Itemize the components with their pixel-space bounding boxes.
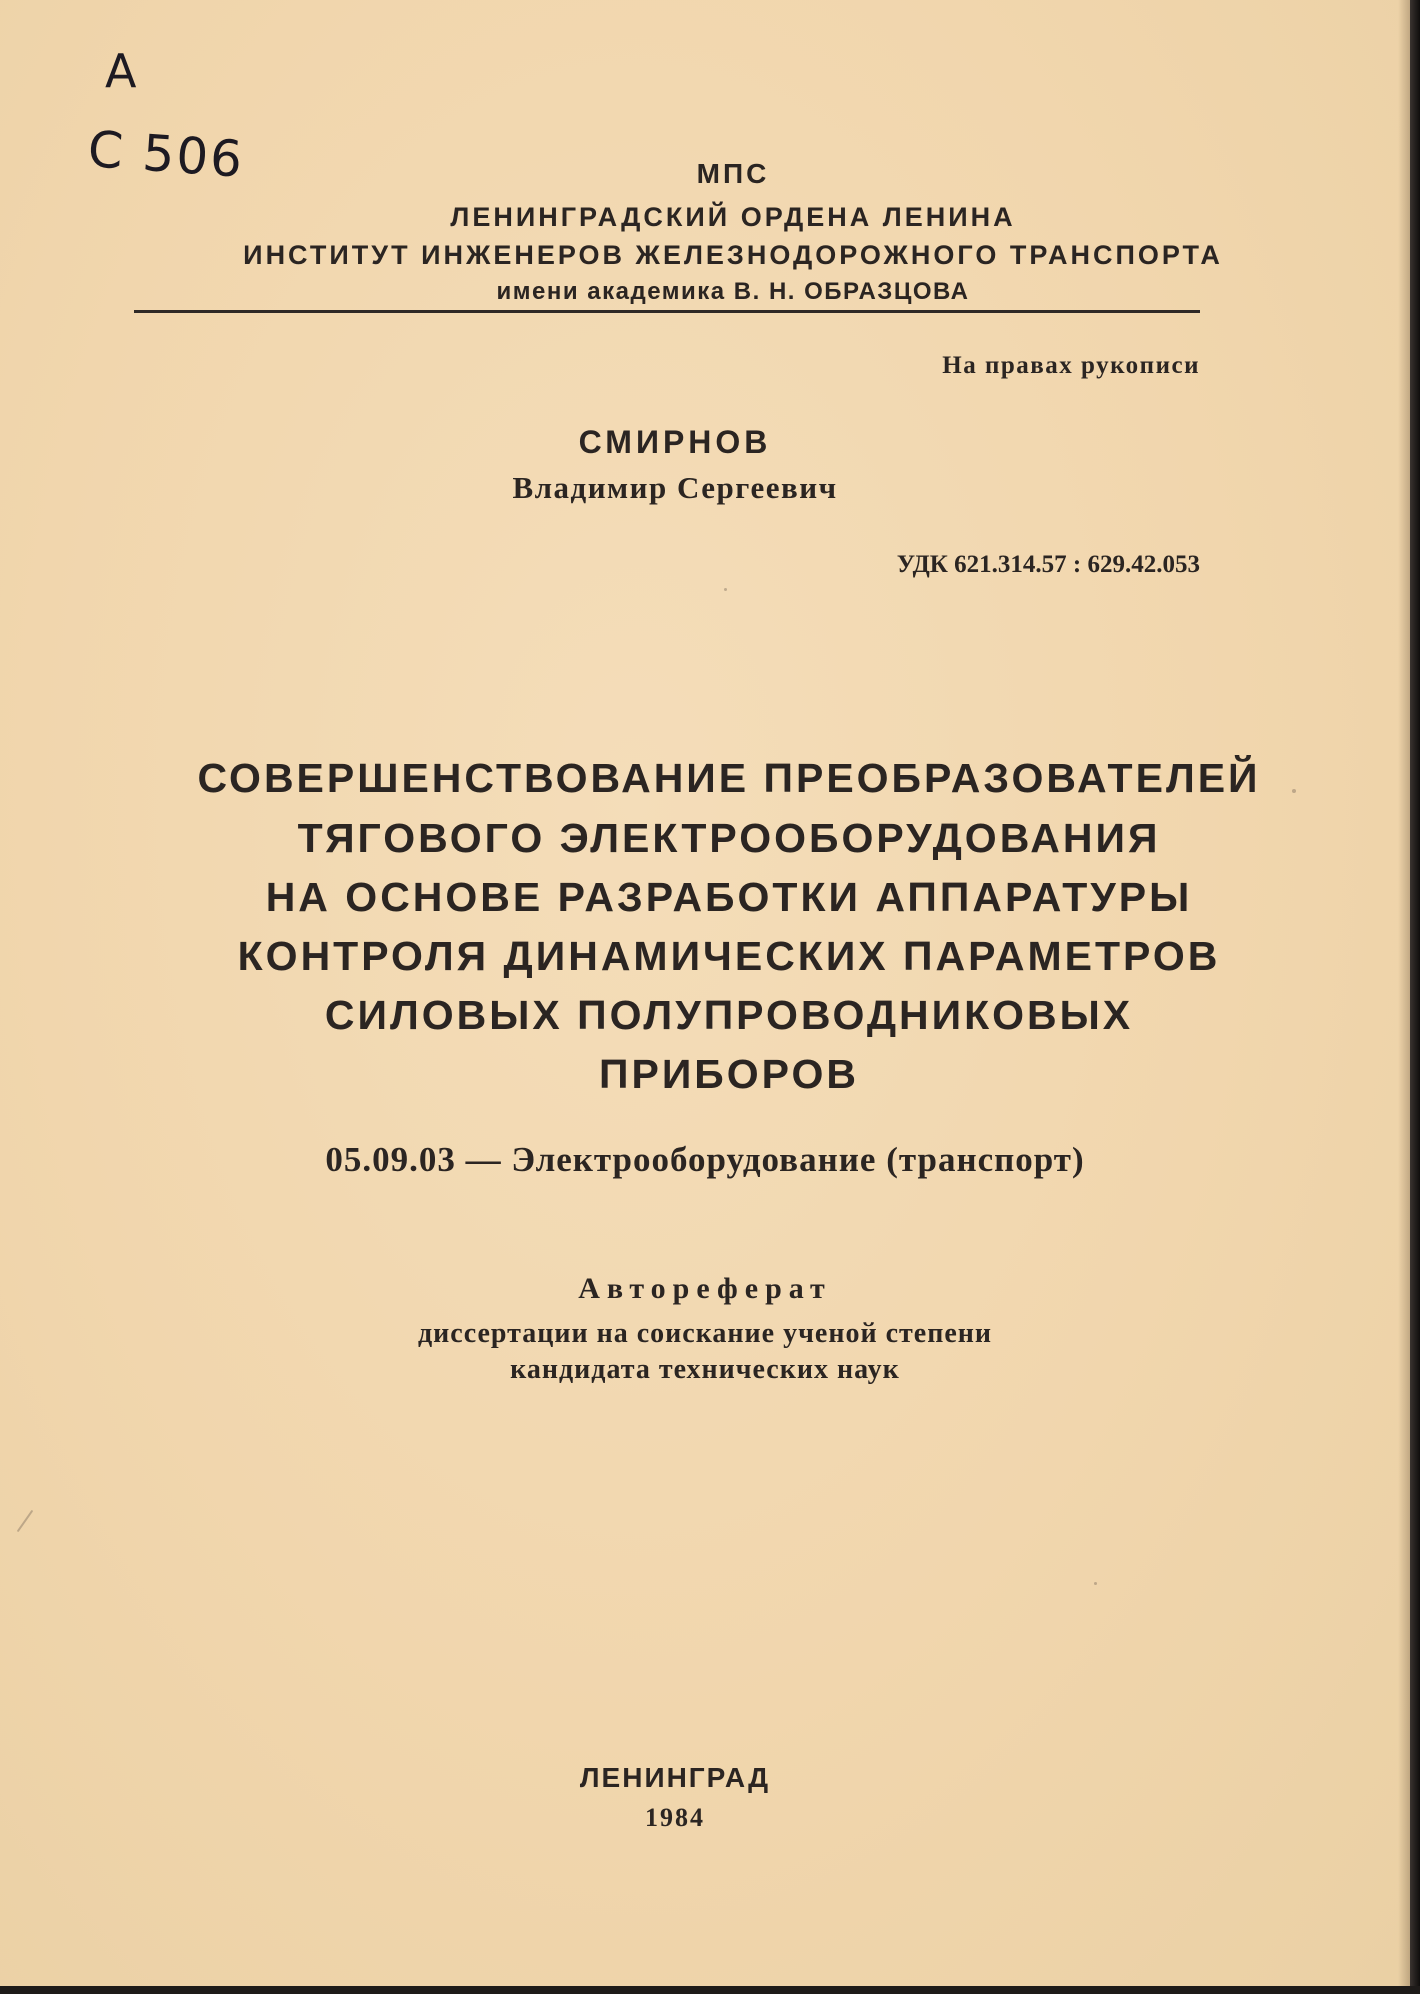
document-type-line-1: диссертации на соискание ученой степени (417, 1318, 993, 1349)
title-line-2: ТЯГОВОГО ЭЛЕКТРООБОРУДОВАНИЯ (297, 815, 1161, 861)
handwritten-shelf-code: С 506 (85, 120, 246, 189)
specialty-code: 05.09.03 — Электрооборудование (транспорт) (325, 1140, 1085, 1179)
institute-line-2: ИНСТИТУТ ИНЖЕНЕРОВ ЖЕЛЕЗНОДОРОЖНОГО ТРАНСПОРТА (243, 240, 1223, 270)
document-type-line-2: кандидата технических наук (510, 1354, 900, 1385)
author-given-names: Владимир Сергеевич (512, 470, 838, 505)
page-edge-shadow (1398, 0, 1410, 1994)
manuscript-note: На правах рукописи (942, 352, 1200, 379)
paper-speck (1094, 1582, 1097, 1585)
author-surname: СМИРНОВ (578, 424, 772, 460)
title-line-3: НА ОСНОВЕ РАЗРАБОТКИ АППАРАТУРЫ (265, 874, 1193, 920)
imprint-year: 1984 (645, 1803, 705, 1832)
title-line-6: ПРИБОРОВ (599, 1051, 859, 1097)
header-divider (134, 310, 1200, 313)
paper-scratch (17, 1510, 34, 1532)
title-line-1: СОВЕРШЕНСТВОВАНИЕ ПРЕОБРАЗОВАТЕЛЕЙ (197, 755, 1261, 801)
paper-speck (1292, 789, 1296, 793)
handwritten-shelf-letter: А (105, 44, 137, 98)
scan-right-edge (1410, 0, 1420, 1994)
institute-line-3: имени академика В. Н. ОБРАЗЦОВА (496, 278, 970, 305)
document-type-heading: Автореферат (578, 1272, 832, 1305)
udk-classification: УДК 621.314.57 : 629.42.053 (896, 551, 1200, 578)
title-line-5: СИЛОВЫХ ПОЛУПРОВОДНИКОВЫХ (324, 992, 1134, 1038)
imprint-city: ЛЕНИНГРАД (579, 1762, 771, 1793)
institute-line-1: ЛЕНИНГРАДСКИЙ ОРДЕНА ЛЕНИНА (450, 202, 1016, 232)
paper-speck (724, 588, 727, 591)
scan-bottom-edge (0, 1986, 1420, 1994)
ministry-abbreviation: МПС (696, 158, 770, 189)
title-line-4: КОНТРОЛЯ ДИНАМИЧЕСКИХ ПАРАМЕТРОВ (237, 933, 1221, 979)
